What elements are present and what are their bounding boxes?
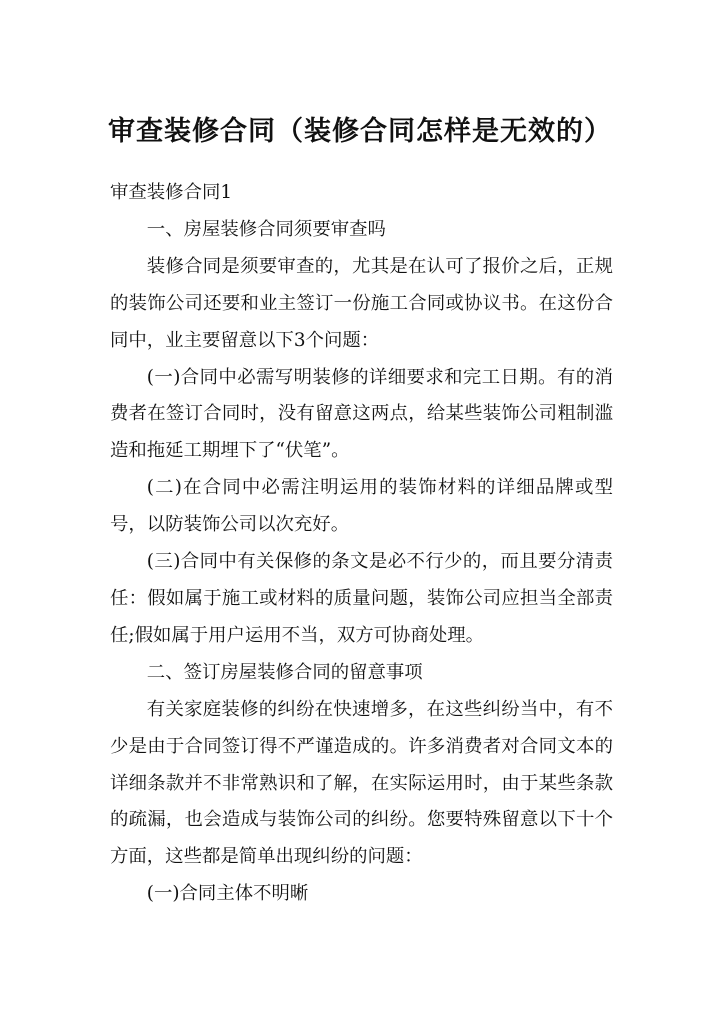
section-heading-1: 一、房屋装修合同须要审查吗 [146,218,386,240]
paragraph: (一)合同主体不明晰 [146,883,309,905]
subheading-contract-1: 审查装修合同1 [110,182,233,203]
paragraph: (一)合同中必需写明装修的详细要求和完工日期。有的消费者在签订合同时，没有留意这两点，给某些装饰公司粗制滥造和拖延工期埋下了“伏笔”。 [110,366,613,462]
paragraph: (三)合同中有关保修的条文是必不行少的，而且要分清责任：假如属于施工或材料的质量问题，装饰公司应担当全部责任;假如属于用户运用不当，双方可协商处理。 [110,551,613,646]
document-body [110,175,613,913]
paragraph: (二)在合同中必需注明运用的装饰材料的详细品牌或型号，以防装饰公司以次充好。 [110,477,613,536]
paragraph: 有关家庭装修的纠纷在快速增多，在这些纠纷当中，有不少是由于合同签订得不严谨造成的。许多消费者对合同文本的详细条款并不非常熟识和了解，在实际运用时，由于某些条款的疏漏，也会造成与装饰公司的纠纷。您要特殊留意以下十个方面，这些都是简单出现纠纷的问题： [110,698,613,868]
section-heading-2: 二、签订房屋装修合同的留意事项 [146,661,423,683]
paragraph: 装修合同是须要审查的，尤其是在认可了报价之后，正规的装饰公司还要和业主签订一份施工合同或协议书。在这份合同中，业主要留意以下3个问题： [110,255,613,351]
document-title: 审查装修合同（装修合同怎样是无效的） [108,116,612,147]
